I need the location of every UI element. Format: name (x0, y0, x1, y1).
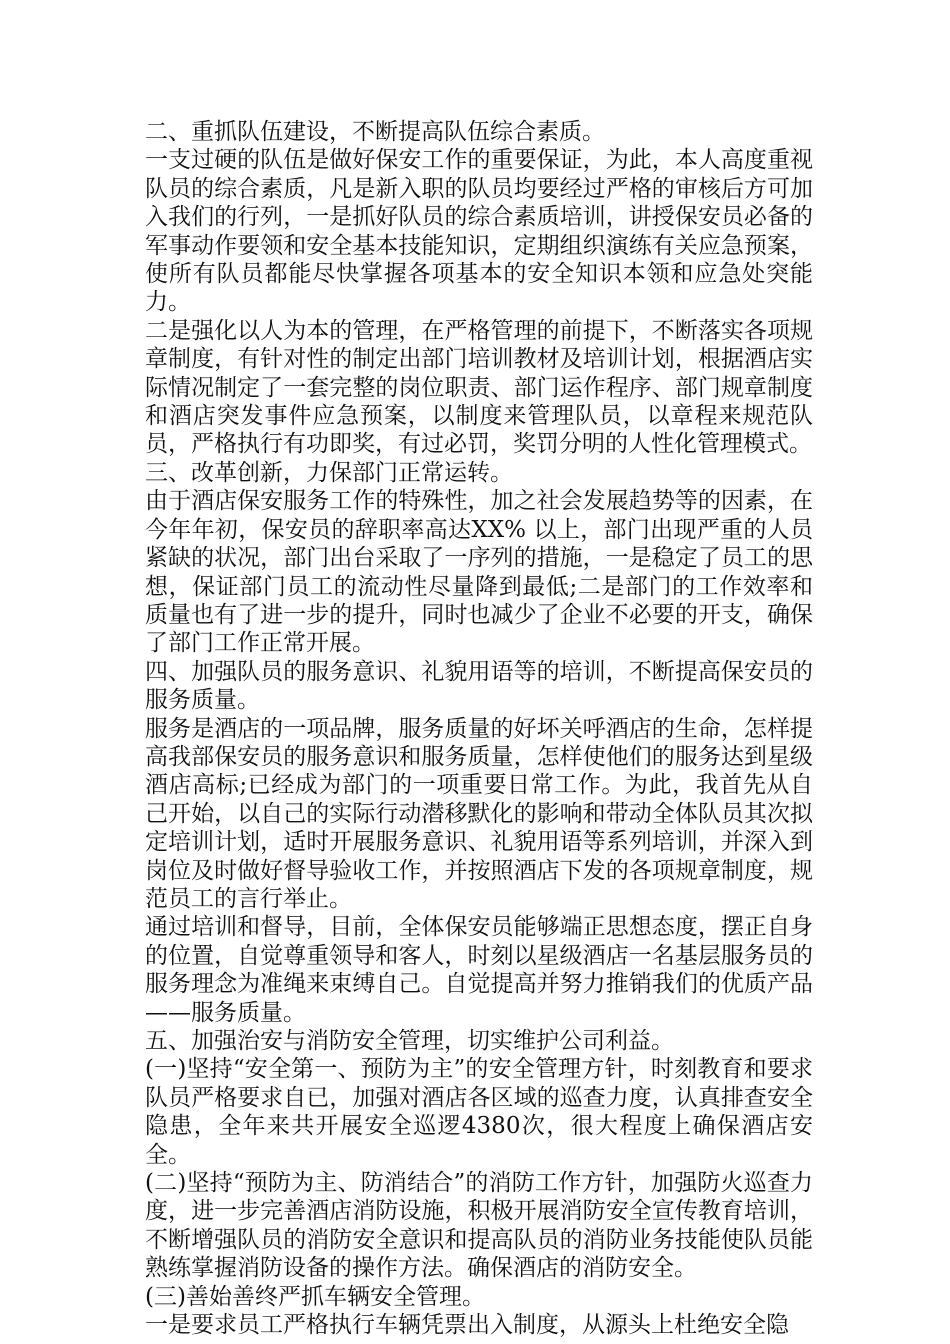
paragraph-training-result: 通过培训和督导，目前，全体保安员能够端正思想态度，摆正自身的位置，自觉尊重领导和客人，时刻以星级酒店一名基层服务员的服务理念为准绳来束缚自己。自觉提高并努力推销我们的优质产品——服务质量。 (145, 914, 813, 1026)
paragraph-vehicle-pass: 一是要求员工严格执行车辆凭票出入制度，从源头上杜绝安全隐 (145, 1312, 789, 1339)
paragraph-reform: 由于酒店保安服务工作的特殊性，加之社会发展趋势等的因素，在今年年初，保安员的辞职率高达XX% 以上，部门出现严重的人员紧缺的状况，部门出台采取了一序列的措施，一是稳定了员工的思想，保证部门员工的流动性尽量降到最低;二是部门的工作效率和质量也有了进一步的提升，同时也减少了企业不必要的开支，确保了部门工作正常开展。 (145, 488, 813, 657)
paragraph-people-oriented: 二是强化以人为本的管理，在严格管理的前提下，不断落实各项规章制度，有针对性的制定出部门培训教材及培训计划，根据酒店实际情况制定了一套完整的岗位职责、部门运作程序、部门规章制度和酒店突发事件应急预案，以制度来管理队员，以章程来规范队员，严格执行有功即奖，有过必罚，奖罚分明的人性化管理模式。 (145, 317, 813, 458)
heading-team-building: 二、重抓队伍建设，不断提高队伍综合素质。 (145, 119, 605, 145)
heading-security-fire: 五、加强治安与消防安全管理，切实维护公司利益。 (145, 1028, 674, 1054)
heading-reform: 三、改革创新，力保部门正常运转。 (145, 459, 513, 486)
paragraph-service-brand: 服务是酒店的一项品牌，服务质量的好坏关呼酒店的生命，怎样提高我部保安员的服务意识和服务质量，怎样使他们的服务达到星级酒店高标;已经成为部门的一项重要日常工作。为此，我首先从自己开始，以自己的实际行动潜移默化的影响和带动全体队员其次拟定培训计划，适时开展服务意识、礼貌用语等系列培训，并深入到岗位及时做好督导验收工作，并按照酒店下发的各项规章制度，规范员工的言行举止。 (145, 715, 813, 912)
heading-vehicle-safety: (三)善始善终严抓车辆安全管理。 (145, 1283, 485, 1310)
document-body (145, 118, 813, 1339)
paragraph-security-first: (一)坚持“安全第一、预防为主”的安全管理方针，时刻教育和要求队员严格要求自已，加强对酒店各区域的巡查力度，认真排查安全隐患，全年来共开展安全巡逻4380次，很大程度上确保酒店安全。 (145, 1056, 813, 1168)
heading-service-training: 四、加强队员的服务意识、礼貌用语等的培训，不断提高保安员的服务质量。 (145, 658, 813, 714)
paragraph-fire-prevention: (二)坚持“预防为主、防消结合”的消防工作方针，加强防火巡查力度，进一步完善酒店消防设施，积极开展消防安全宣传教育培训，不断增强队员的消防安全意识和提高队员的消防业务技能使队员能熟练掌握消防设备的操作方法。确保酒店的消防安全。 (145, 1170, 813, 1282)
paragraph-team-quality: 一支过硬的队伍是做好保安工作的重要保证，为此，本人高度重视队员的综合素质，凡是新入职的队员均要经过严格的审核后方可加入我们的行列，一是抓好队员的综合素质培训，讲授保安员必备的军事动作要领和安全基本技能知识，定期组织演练有关应急预案，使所有队员都能尽快掌握各项基本的安全知识本领和应急处突能力。 (145, 147, 813, 316)
